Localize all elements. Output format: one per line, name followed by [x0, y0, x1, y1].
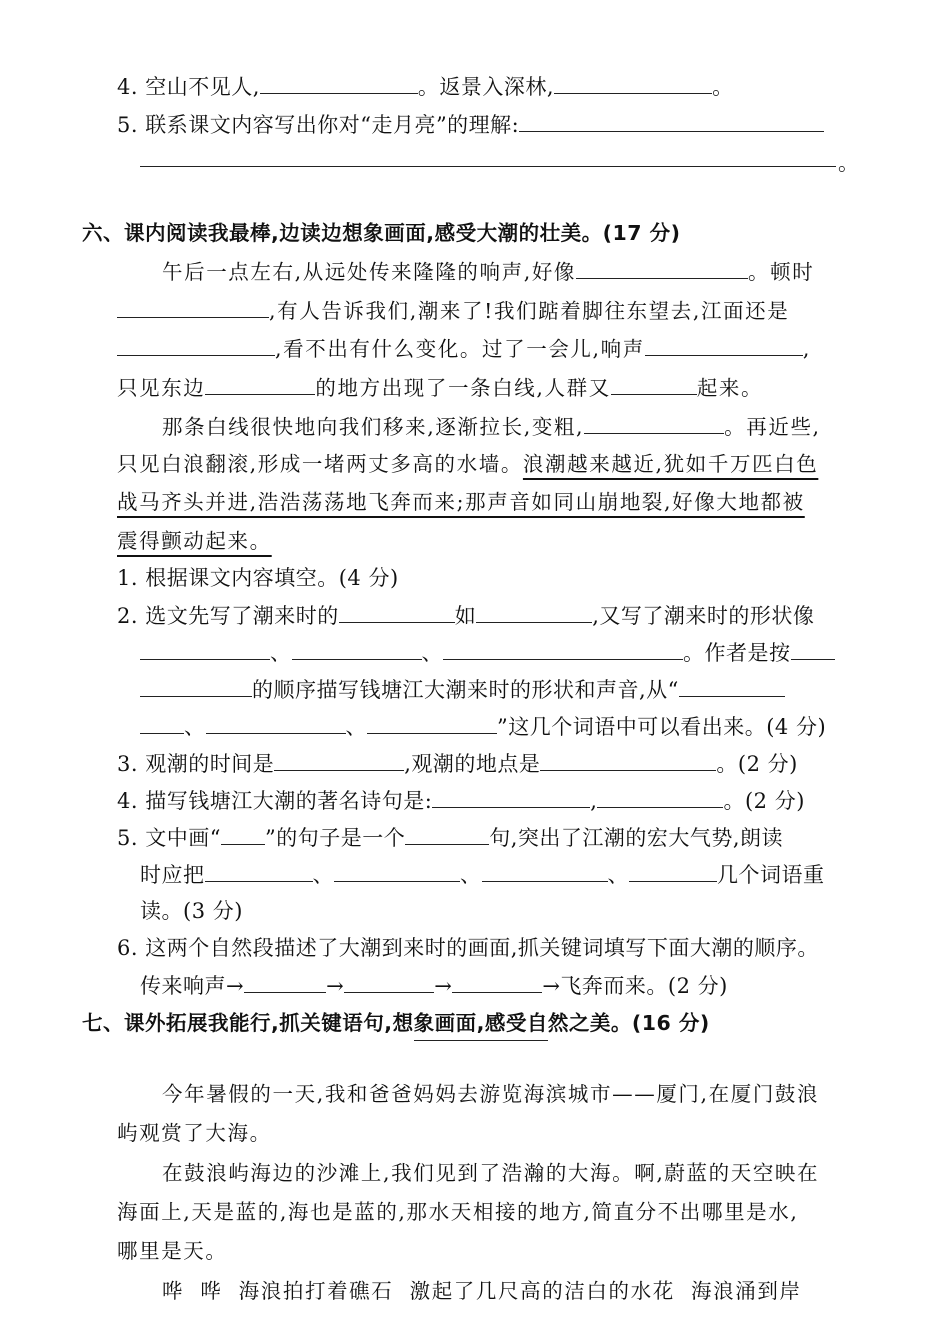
passage-line: 只见白浪翻滚,形成一堵两丈多高的水墙。浪潮越来越近,犹如千万匹白色 — [117, 452, 819, 476]
blank[interactable] — [679, 674, 785, 697]
question-2-cont: 的顺序描写钱塘江大潮来时的形状和声音,从“ — [140, 674, 785, 705]
blank[interactable] — [476, 600, 592, 623]
passage-line: 午后一点左右,从远处传来隆隆的响声,好像 。顿时 — [162, 256, 814, 287]
blank[interactable] — [140, 637, 270, 660]
blank[interactable] — [260, 71, 418, 94]
passage-line: 哗 哗 海浪拍打着礁石 激起了几尺高的洁白的水花 海浪涌到岸 — [162, 1279, 802, 1303]
marked-sentence: 战马齐头并进,浩浩荡荡地飞奔而来;那声音如同山崩地裂,好像大地都被 — [117, 490, 805, 514]
blank[interactable] — [443, 637, 683, 660]
blank[interactable] — [629, 859, 717, 882]
blank[interactable] — [221, 822, 265, 845]
blank[interactable] — [140, 711, 184, 734]
passage-line: ,看不出有什么变化。过了一会儿,响声 , — [117, 333, 811, 364]
blank[interactable] — [540, 748, 716, 771]
question-4: 4. 描写钱塘江大潮的著名诗句是: , 。(2 分) — [117, 785, 805, 816]
blank[interactable] — [292, 637, 422, 660]
blank[interactable] — [584, 411, 724, 434]
blank[interactable] — [334, 859, 460, 882]
blank[interactable] — [339, 600, 455, 623]
blank[interactable] — [205, 859, 313, 882]
marked-sentence: 震得颤动起来。 — [117, 529, 272, 553]
question-4: 4. 空山不见人, 。返景入深林, 。 — [117, 71, 734, 102]
blank[interactable] — [205, 372, 315, 395]
blank[interactable] — [597, 785, 723, 808]
question-2-cont: 、 、 。作者是按 — [140, 637, 835, 668]
question-2: 2. 选文先写了潮来时的 如 ,又写了潮来时的形状像 — [117, 600, 814, 631]
passage-line: 哪里是天。 — [117, 1239, 228, 1263]
question-2-cont: 、 、 ”这几个词语中可以看出来。(4 分) — [140, 711, 826, 742]
question-5-cont: 读。(3 分) — [140, 899, 243, 923]
question-6: 6. 这两个自然段描述了大潮到来时的画面,抓关键词填写下面大潮的顺序。 — [117, 936, 819, 960]
period: 。 — [838, 151, 860, 175]
blank[interactable] — [367, 711, 497, 734]
title-blank[interactable] — [414, 1040, 548, 1041]
passage-line: 海面上,天是蓝的,海也是蓝的,那水天相接的地方,简直分不出哪里是水, — [117, 1200, 799, 1224]
blank[interactable] — [611, 372, 697, 395]
passage-line: ,有人告诉我们,潮来了!我们踮着脚往东望去,江面还是 — [117, 295, 789, 326]
blank[interactable] — [274, 748, 404, 771]
blank[interactable] — [140, 674, 252, 697]
blank[interactable] — [117, 295, 269, 318]
blank[interactable] — [576, 256, 748, 279]
question-5: 5. 联系课文内容写出你对“走月亮”的理解: — [117, 109, 824, 140]
passage-line: 今年暑假的一天,我和爸爸妈妈去游览海滨城市——厦门,在厦门鼓浪 — [162, 1082, 820, 1106]
section-7-heading: 七、课外拓展我能行,抓关键语句,想象画面,感受自然之美。(16 分) — [82, 1011, 710, 1035]
blank[interactable] — [117, 333, 275, 356]
blank[interactable] — [791, 637, 835, 660]
blank[interactable] — [206, 711, 346, 734]
blank[interactable] — [452, 970, 542, 993]
blank[interactable] — [519, 109, 824, 132]
blank[interactable] — [432, 785, 590, 808]
passage-line: 在鼓浪屿海边的沙滩上,我们见到了浩瀚的大海。啊,蔚蓝的天空映在 — [162, 1161, 820, 1185]
blank[interactable] — [405, 822, 489, 845]
blank[interactable] — [344, 970, 434, 993]
question-6-cont: 传来响声→ → → →飞奔而来。(2 分) — [140, 970, 728, 1001]
question-3: 3. 观潮的时间是 ,观潮的地点是 。(2 分) — [117, 748, 798, 779]
passage-line: 只见东边 的地方出现了一条白线,人群又 起来。 — [117, 372, 763, 403]
answer-line[interactable] — [140, 166, 836, 167]
question-1: 1. 根据课文内容填空。(4 分) — [117, 566, 399, 590]
passage-line: 那条白线很快地向我们移来,逐渐拉长,变粗, 。再近些, — [162, 411, 821, 442]
blank[interactable] — [554, 71, 712, 94]
marked-sentence: 浪潮越来越近,犹如千万匹白色 — [522, 452, 819, 476]
blank[interactable] — [645, 333, 803, 356]
blank[interactable] — [482, 859, 608, 882]
question-5-cont: 时应把 、 、 、 几个词语重 — [140, 859, 825, 890]
passage-line: 屿观赏了大海。 — [117, 1121, 272, 1145]
question-5: 5. 文中画“ ”的句子是一个 句,突出了江潮的宏大气势,朗读 — [117, 822, 783, 853]
section-6-heading: 六、课内阅读我最棒,边读边想象画面,感受大潮的壮美。(17 分) — [82, 221, 681, 245]
blank[interactable] — [244, 970, 326, 993]
